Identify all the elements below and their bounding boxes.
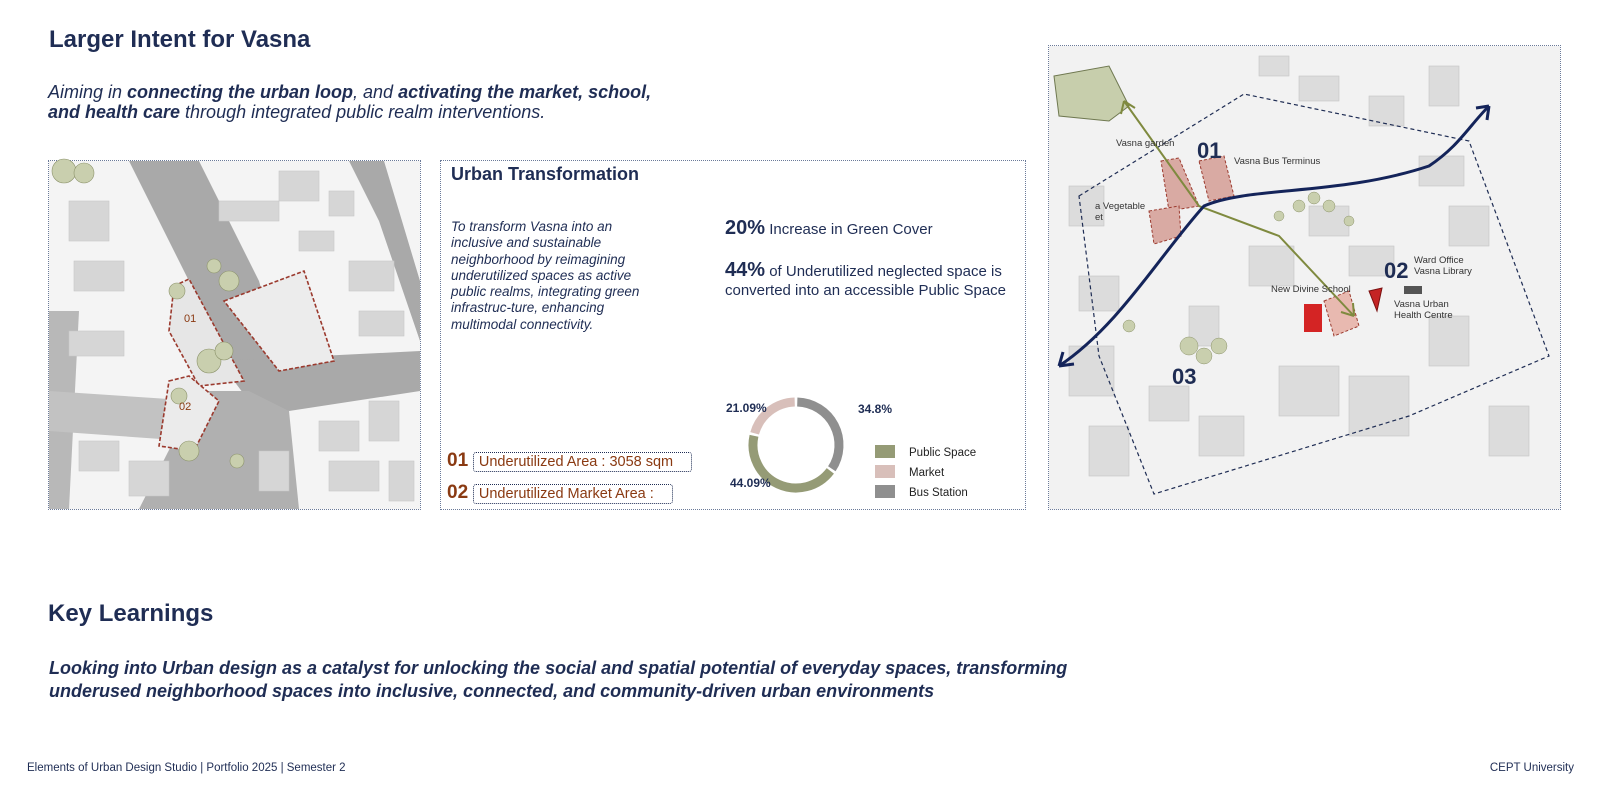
area-02-text: Underutilized Market Area : bbox=[473, 484, 673, 504]
legend-bus-station-label: Bus Station bbox=[909, 487, 968, 499]
label-new-divine-school: New Divine School bbox=[1271, 284, 1351, 295]
intro-text-2: , and bbox=[353, 82, 399, 102]
intro-statement bbox=[48, 82, 688, 122]
key-learnings-title: Key Learnings bbox=[48, 600, 214, 627]
neighborhood-plan-drawing bbox=[1049, 46, 1560, 509]
stat-public-space-pct: 44% bbox=[725, 259, 766, 281]
stat-green-cover-pct: 20% bbox=[725, 217, 766, 239]
stat-public-space-text: of Underutilized neglected space is converted into an accessible Public Space bbox=[725, 263, 1007, 299]
urban-transformation-title: Urban Transformation bbox=[451, 164, 640, 184]
footer-institution: CEPT University bbox=[1489, 762, 1574, 774]
site-map-right bbox=[1048, 45, 1561, 510]
label-ward-office: Ward Office bbox=[1414, 255, 1464, 266]
label-health-centre-1: Vasna Urban bbox=[1394, 299, 1449, 310]
stat-green-cover-text: Increase in Green Cover bbox=[765, 221, 933, 238]
area-02-number: 02 bbox=[447, 482, 469, 503]
label-health-centre-2: Health Centre bbox=[1394, 310, 1453, 321]
legend-swatch-public-space bbox=[875, 445, 895, 458]
area-01-text: Underutilized Area : 3058 sqm bbox=[473, 452, 692, 472]
urban-transformation-description: To transform Vasna into an inclusive and sustainable neighborhood by reimagining underutilized spaces as active public realms, integrating green infrastruc-ture, enhancing multimodal connectivity. bbox=[451, 219, 640, 332]
urban-transformation-panel bbox=[440, 160, 1026, 510]
intro-bold-1: connecting the urban loop bbox=[127, 82, 354, 102]
label-vegetable-market: a Vegetable bbox=[1095, 201, 1146, 212]
label-vasna-garden: Vasna garden bbox=[1116, 138, 1175, 149]
site-map-left bbox=[48, 160, 421, 510]
site-plan-drawing bbox=[49, 161, 420, 509]
legend-swatch-bus-station bbox=[875, 485, 895, 498]
donut-label-bus-station: 34.8% bbox=[858, 402, 893, 416]
stat-public-space bbox=[725, 261, 1025, 300]
legend-public-space bbox=[909, 447, 976, 459]
label-vasna-library: Vasna Library bbox=[1414, 266, 1472, 277]
right-map-num-02: 02 bbox=[1384, 258, 1409, 283]
label-bus-terminus: Vasna Bus Terminus bbox=[1234, 156, 1321, 167]
legend-swatch-market bbox=[875, 465, 895, 478]
page-title: Larger Intent for Vasna bbox=[49, 26, 311, 53]
site-01-label: 01 bbox=[184, 313, 197, 325]
area-02 bbox=[447, 482, 673, 504]
area-01 bbox=[447, 450, 692, 472]
right-map-num-01: 01 bbox=[1197, 138, 1222, 163]
legend-market bbox=[909, 467, 944, 479]
site-02-label: 02 bbox=[179, 401, 192, 413]
stat-green-cover bbox=[725, 219, 1025, 239]
key-learnings-text: Looking into Urban design as a catalyst for unlocking the social and spatial potential of everyday spaces, transforming underused neighborhood spaces into inclusive, connected, and community-driven urban environments bbox=[49, 658, 1068, 701]
intro-text-3: through integrated public realm interventions. bbox=[180, 102, 546, 122]
intro-bold-2: activating the market, school, bbox=[398, 82, 652, 102]
donut-label-public-space: 44.09% bbox=[730, 476, 771, 490]
donut-label-market: 21.09% bbox=[726, 401, 767, 415]
donut-chart bbox=[711, 386, 893, 501]
label-vegetable-market-2: et bbox=[1095, 212, 1103, 223]
right-map-num-03: 03 bbox=[1172, 364, 1197, 389]
legend-public-space-label: Public Space bbox=[909, 447, 977, 459]
area-01-number: 01 bbox=[447, 450, 469, 471]
legend-market-label: Market bbox=[909, 467, 945, 479]
donut-slice-bus-station bbox=[797, 402, 839, 469]
legend-bus-station bbox=[909, 487, 968, 499]
intro-bold-3: and health care bbox=[48, 102, 181, 122]
footer-course-info: Elements of Urban Design Studio | Portfolio 2025 | Semester 2 bbox=[27, 762, 346, 774]
intro-text-1: Aiming in bbox=[48, 82, 128, 102]
